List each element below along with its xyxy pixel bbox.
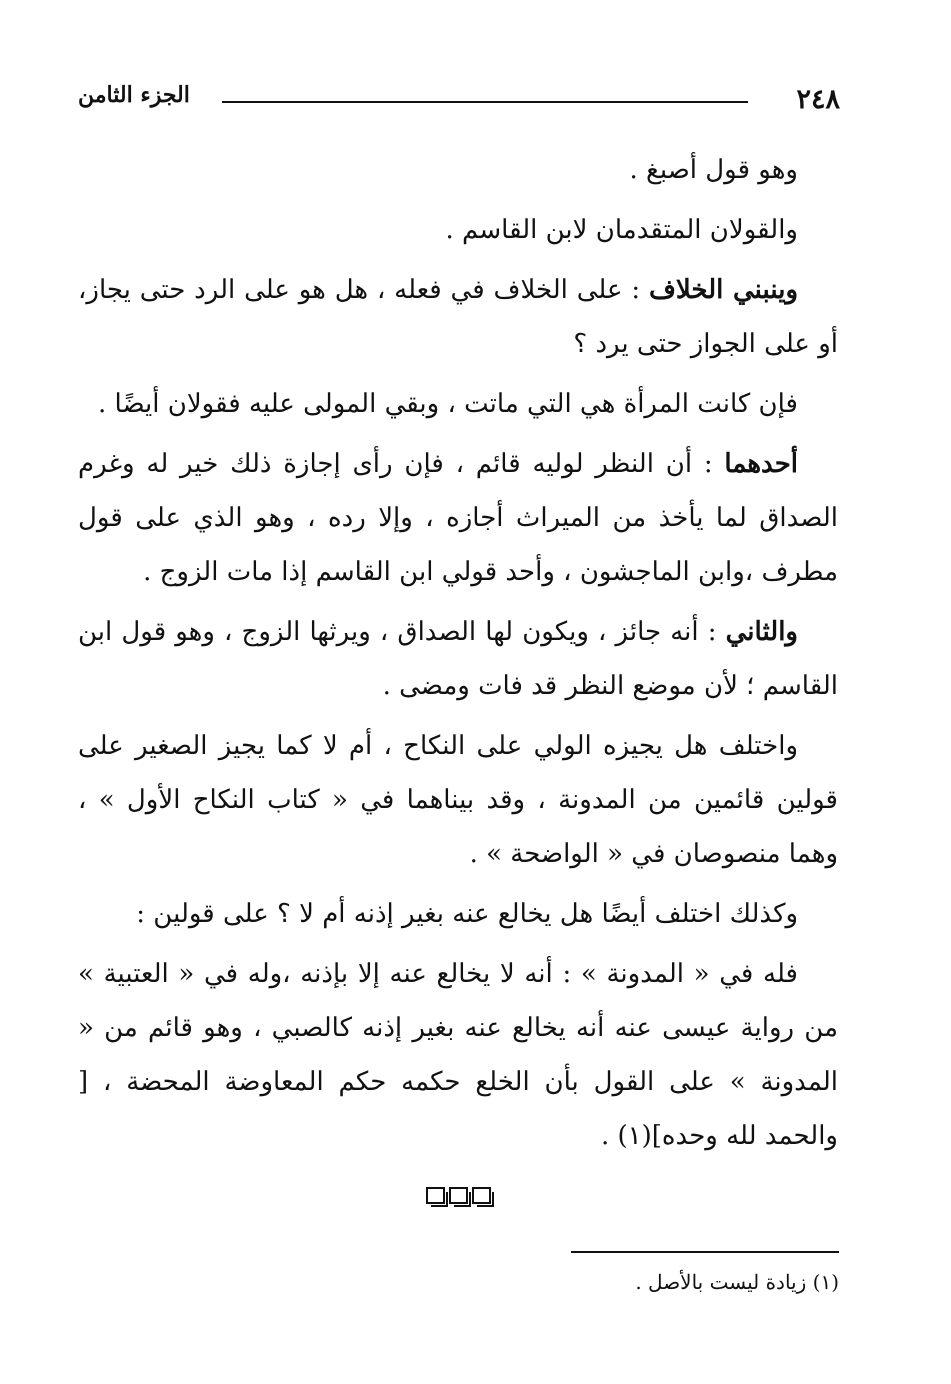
- paragraph: فإن كانت المرأة هي التي ماتت ، وبقي المولى عليه فقولان أيضًا .: [98, 389, 798, 419]
- paragraph: وينبني الخلاف : على الخلاف في فعله ، هل هو على الرد حتى يجاز، أو على الجواز حتى يرد ؟: [78, 275, 838, 359]
- paragraph: أحدهما : أن النظر لوليه قائم ، فإن رأى إجازة ذلك خير له وغرم الصداق لما يأخذ من الميراث أجازه ، وإلا رده ، وهو الذي على قول مطرف ،وابن الماجشون ، وأحد قولي ابن القاسم إذا مات الزوج .: [78, 449, 838, 587]
- paragraph-lead: أحدهما: [724, 449, 798, 479]
- paragraph: وهو قول أصبغ .: [629, 155, 798, 185]
- page-number: ٢٤٨: [796, 84, 840, 115]
- page-header: [78, 80, 840, 124]
- header-rule: [222, 101, 748, 103]
- ornament-boxes-icon: [78, 1169, 838, 1223]
- paragraph: والثاني : أنه جائز ، ويكون لها الصداق ، ويرثها الزوج ، وهو قول ابن القاسم ؛ لأن موضع النظر قد فات ومضى .: [78, 617, 838, 701]
- paragraph: وكذلك اختلف أيضًا هل يخالع عنه بغير إذنه أم لا ؟ على قولين :: [136, 899, 798, 929]
- paragraph: والقولان المتقدمان لابن القاسم .: [445, 215, 798, 245]
- paragraph-lead: والثاني: [725, 617, 798, 647]
- paragraph-lead: وينبني الخلاف: [648, 275, 798, 305]
- footnote-rule: [571, 1251, 839, 1253]
- running-title: الجزء الثامن: [78, 82, 190, 108]
- paragraph: واختلف هل يجيزه الولي على النكاح ، أم لا كما يجيز الصغير على قولين قائمين من المدونة ، وقد بيناهما في « كتاب النكاح الأول » ، وهما منصوصان في « الواضحة » .: [78, 731, 838, 869]
- main-text: [78, 143, 838, 1223]
- paragraph: فله في « المدونة » : أنه لا يخالع عنه إلا بإذنه ،وله في « العتبية » من رواية عيسى عنه أنه يخالع عنه بغير إذنه كالصبي ، وهو قائم من « المدونة » على القول بأن الخلع حكمه حكم المعاوضة المحضة ، [ والحمد لله وحده](١) .: [78, 959, 838, 1151]
- footnote: (١) زيادة ليست بالأصل .: [635, 1270, 839, 1294]
